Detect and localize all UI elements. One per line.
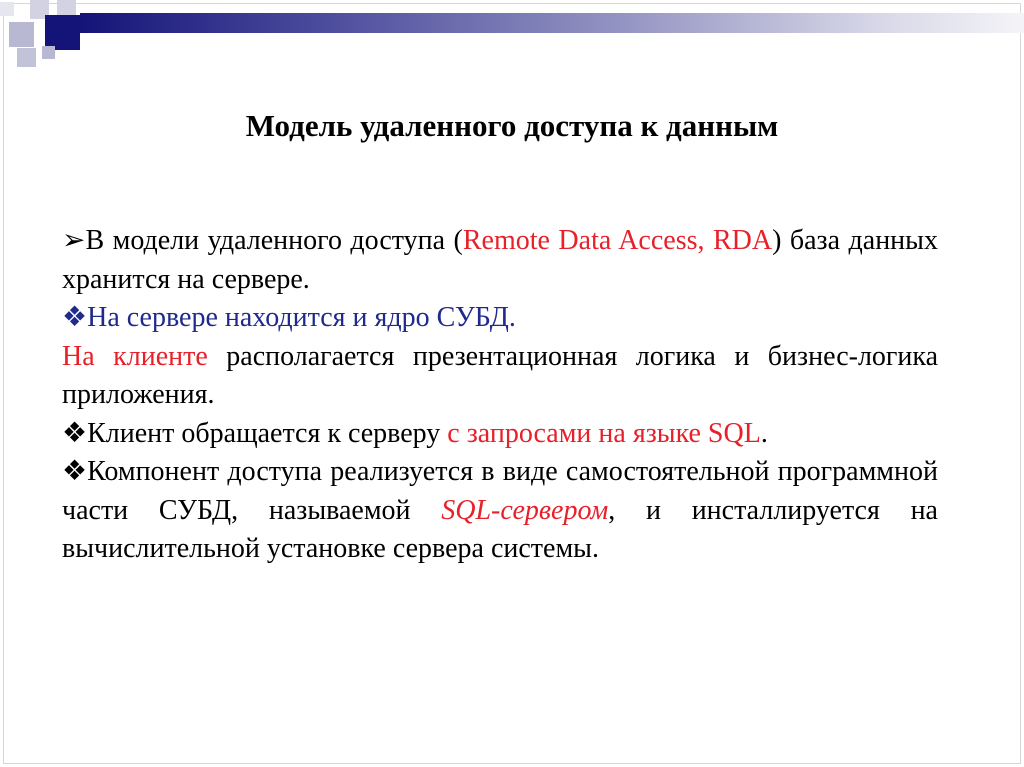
diamond-bullet-icon: ❖ (62, 302, 88, 333)
decorative-square (17, 48, 36, 67)
decorative-square (42, 46, 55, 59)
highlight-term: На клиенте (62, 340, 208, 372)
diamond-bullet-icon: ❖ (62, 456, 88, 487)
slide-body (62, 222, 938, 569)
highlight-term: с запросами на языке SQL (447, 417, 761, 449)
header-gradient-bar (80, 13, 1024, 33)
highlight-term: Remote Data Access, RDA (462, 225, 773, 256)
paragraph-client-requests (62, 415, 938, 454)
paragraph-text: Клиент обращается к серверу (87, 417, 448, 449)
decorative-square (0, 2, 14, 16)
paragraph-text: располагается презентационная логика и бизнес-логика приложения. (62, 340, 938, 410)
paragraph-text: . (760, 417, 768, 449)
paragraph-rda (62, 222, 938, 299)
decorative-square (45, 15, 80, 50)
paragraph-text: Компонент доступа реализуется в виде самостоятельной программной части СУБД, называемой (62, 456, 938, 526)
highlight-term: SQL-сервером (441, 494, 609, 526)
paragraph-text: ) база данных хранится на сервере. (62, 225, 938, 295)
paragraph-text: В модели удаленного доступа ( (85, 225, 463, 256)
slide-title: Модель удаленного доступа к данным (245, 108, 779, 143)
arrow-bullet-icon: ➢ (62, 225, 86, 256)
paragraph-text: На сервере находится и ядро СУБД. (87, 302, 516, 333)
diamond-bullet-icon: ❖ (62, 417, 88, 449)
paragraph-text: , и инсталлируется на вычислительной установке сервера системы. (62, 494, 938, 564)
decorative-square (9, 22, 34, 47)
paragraph-client-logic (62, 338, 938, 415)
paragraph-access-component (62, 453, 938, 569)
paragraph-server-core (62, 299, 938, 338)
